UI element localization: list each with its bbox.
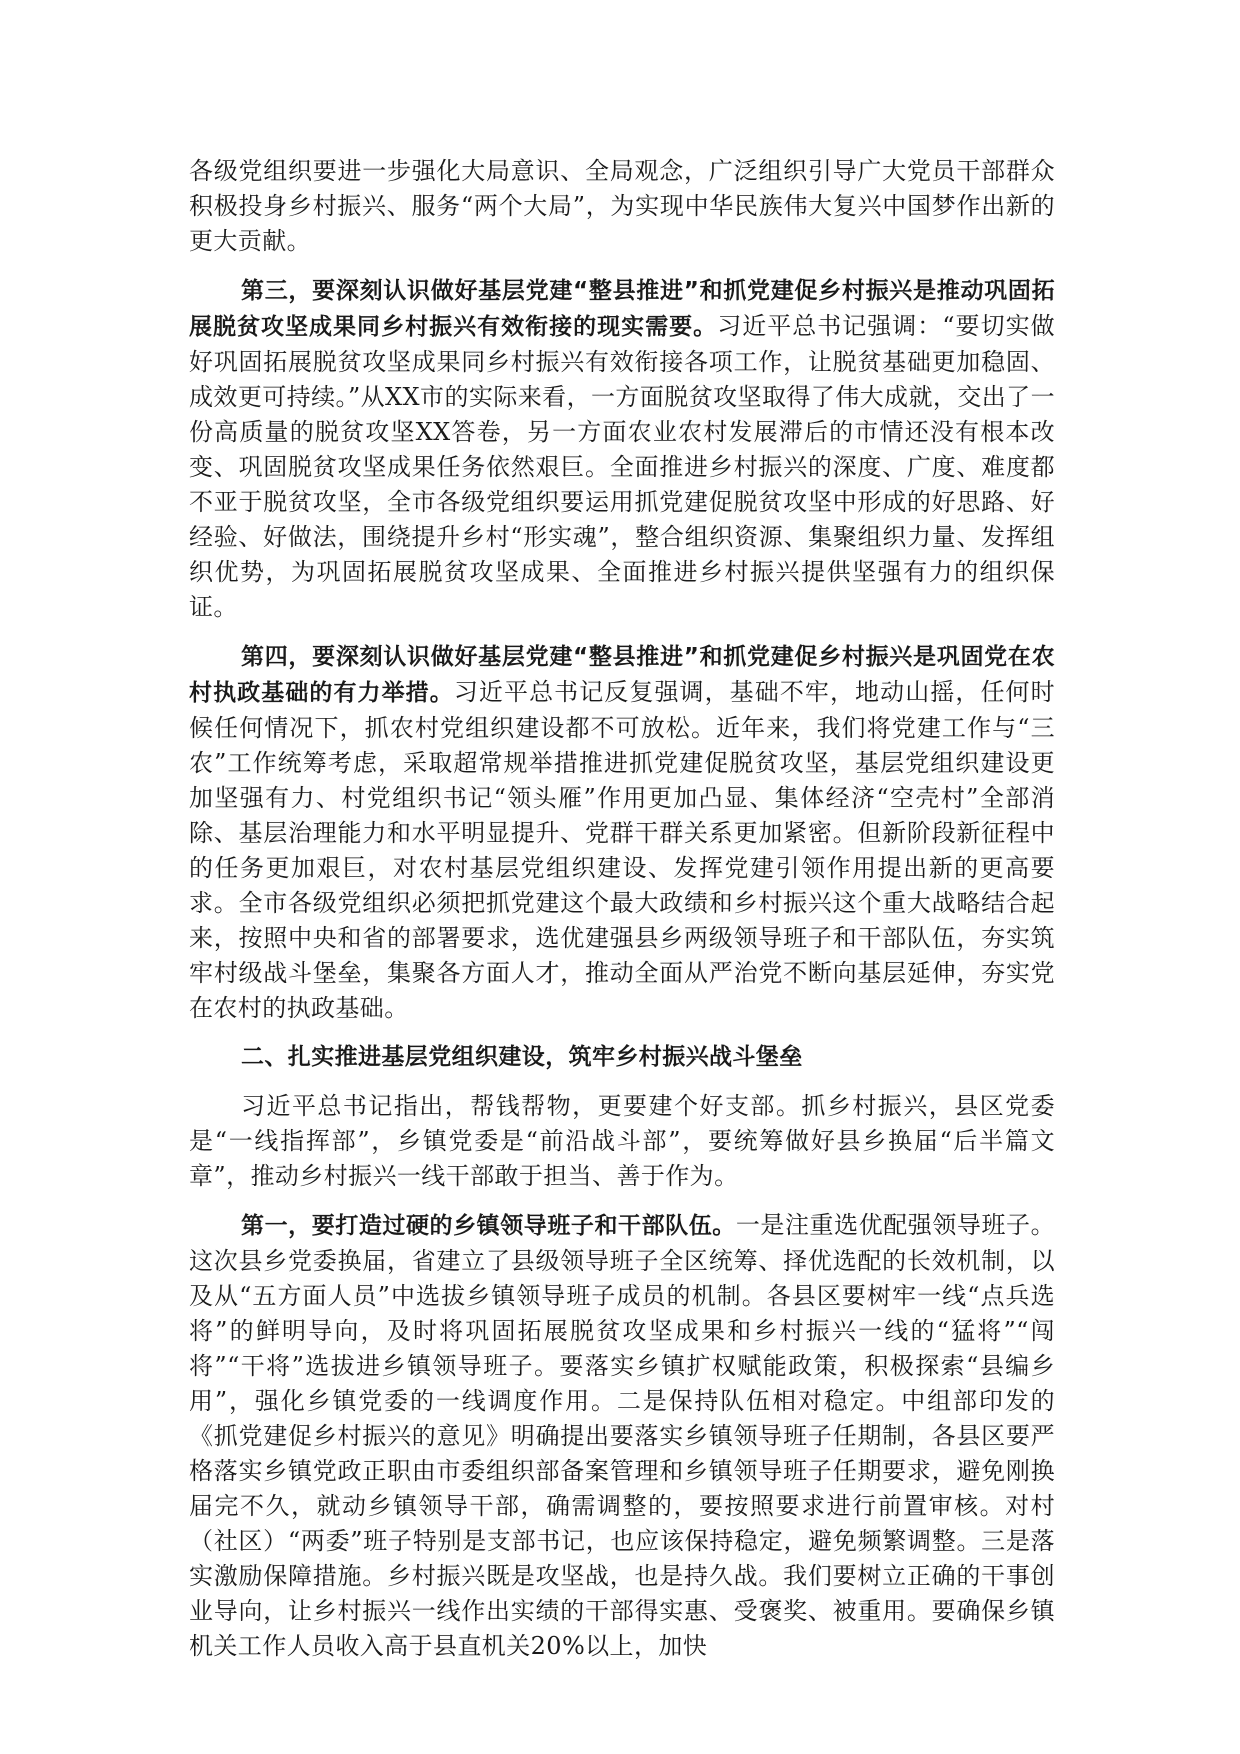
paragraph-point-four — [189, 639, 1055, 1026]
paragraph-intro-continuation — [189, 154, 1055, 259]
paragraph-text: 习近平总书记强调：“要切实做好巩固拓展脱贫攻坚成果同乡村振兴有效衔接各项工作，让脱贫基础更加稳固、成效更可持续。”从XX市的实际来看，一方面脱贫攻坚取得了伟大成就，交出了一份高质量的脱贫攻坚XX答卷，另一方面农业农村发展滞后的市情还没有根本改变、巩固脱贫攻坚成果任务依然艰巨。全面推进乡村振兴的深度、广度、难度都不亚于脱贫攻坚，全市各级党组织要运用抓党建促脱贫攻坚中形成的好思路、好经验、好做法，围绕提升乡村“形实魂”，整合组织资源、集聚组织力量、发挥组织优势，为巩固拓展脱贫攻坚成果、全面推进乡村振兴提供坚强有力的组织保证。 — [189, 312, 1055, 621]
paragraph-lead-bold: 第三，要深刻认识做好基层党建“整县推进”和抓党建促乡村振兴是推动巩固拓展脱贫攻坚成果同乡村振兴有效衔接的现实需要。 — [189, 278, 1055, 340]
paragraph-lead-bold: 第一，要打造过硬的乡镇领导班子和干部队伍。 — [241, 1213, 736, 1239]
paragraph-point-three — [189, 273, 1055, 625]
paragraph-section-intro — [189, 1089, 1055, 1194]
paragraph-lead-bold: 第四，要深刻认识做好基层党建“整县推进”和抓党建促乡村振兴是巩固党在农村执政基础的有力举措。 — [189, 644, 1055, 706]
section-heading: 二、扎实推进基层党组织建设，筑牢乡村振兴战斗堡垒 — [241, 1044, 803, 1070]
paragraph-point-one — [189, 1208, 1055, 1664]
paragraph-text: 习近平总书记指出，帮钱帮物，更要建个好支部。抓乡村振兴，县区党委是“一线指挥部”，乡镇党委是“前沿战斗部”，要统筹做好县乡换届“后半篇文章”，推动乡村振兴一线干部敢于担当、善于作为。 — [189, 1092, 1055, 1190]
paragraph-text: 一是注重选优配强领导班子。这次县乡党委换届，省建立了县级领导班子全区统筹、择优选配的长效机制，以及从“五方面人员”中选拔乡镇领导班子成员的机制。各县区要树牢一线“点兵选将”的鲜明导向，及时将巩固拓展脱贫攻坚成果和乡村振兴一线的“猛将”“闯将”“干将”选拔进乡镇领导班子。要落实乡镇扩权赋能政策，积极探索“县编乡用”，强化乡镇党委的一线调度作用。二是保持队伍相对稳定。中组部印发的《抓党建促乡村振兴的意见》明确提出要落实乡镇领导班子任期制，各县区要严格落实乡镇党政正职由市委组织部备案管理和乡镇领导班子任期要求，避免刚换届完不久，就动乡镇领导干部，确需调整的，要按照要求进行前置审核。对村（社区）“两委”班子特别是支部书记，也应该保持稳定，避免频繁调整。三是落实激励保障措施。乡村振兴既是攻坚战，也是持久战。我们要树立正确的干事创业导向，让乡村振兴一线作出实绩的干部得实惠、受褒奖、被重用。要确保乡镇机关工作人员收入高于县直机关20%以上，加快 — [189, 1211, 1056, 1660]
paragraph-text: 各级党组织要进一步强化大局意识、全局观念，广泛组织引导广大党员干部群众积极投身乡村振兴、服务“两个大局”，为实现中华民族伟大复兴中国梦作出新的更大贡献。 — [189, 157, 1055, 255]
document-page — [189, 154, 1055, 1678]
paragraph-text: 习近平总书记反复强调，基础不牢，地动山摇，任何时候任何情况下，抓农村党组织建设都不可放松。近年来，我们将党建工作与“三农”工作统筹考虑，采取超常规举措推进抓党建促脱贫攻坚，基层党组织建设更加坚强有力、村党组织书记“领头雁”作用更加凸显、集体经济“空壳村”全部消除、基层治理能力和水平明显提升、党群干群关系更加紧密。但新阶段新征程中的任务更加艰巨，对农村基层党组织建设、发挥党建引领作用提出新的更高要求。全市各级党组织必须把抓党建这个最大政绩和乡村振兴这个重大战略结合起来，按照中央和省的部署要求，选优建强县乡两级领导班子和干部队伍，夯实筑牢村级战斗堡垒，集聚各方面人才，推动全面从严治党不断向基层延伸，夯实党在农村的执政基础。 — [189, 678, 1055, 1022]
